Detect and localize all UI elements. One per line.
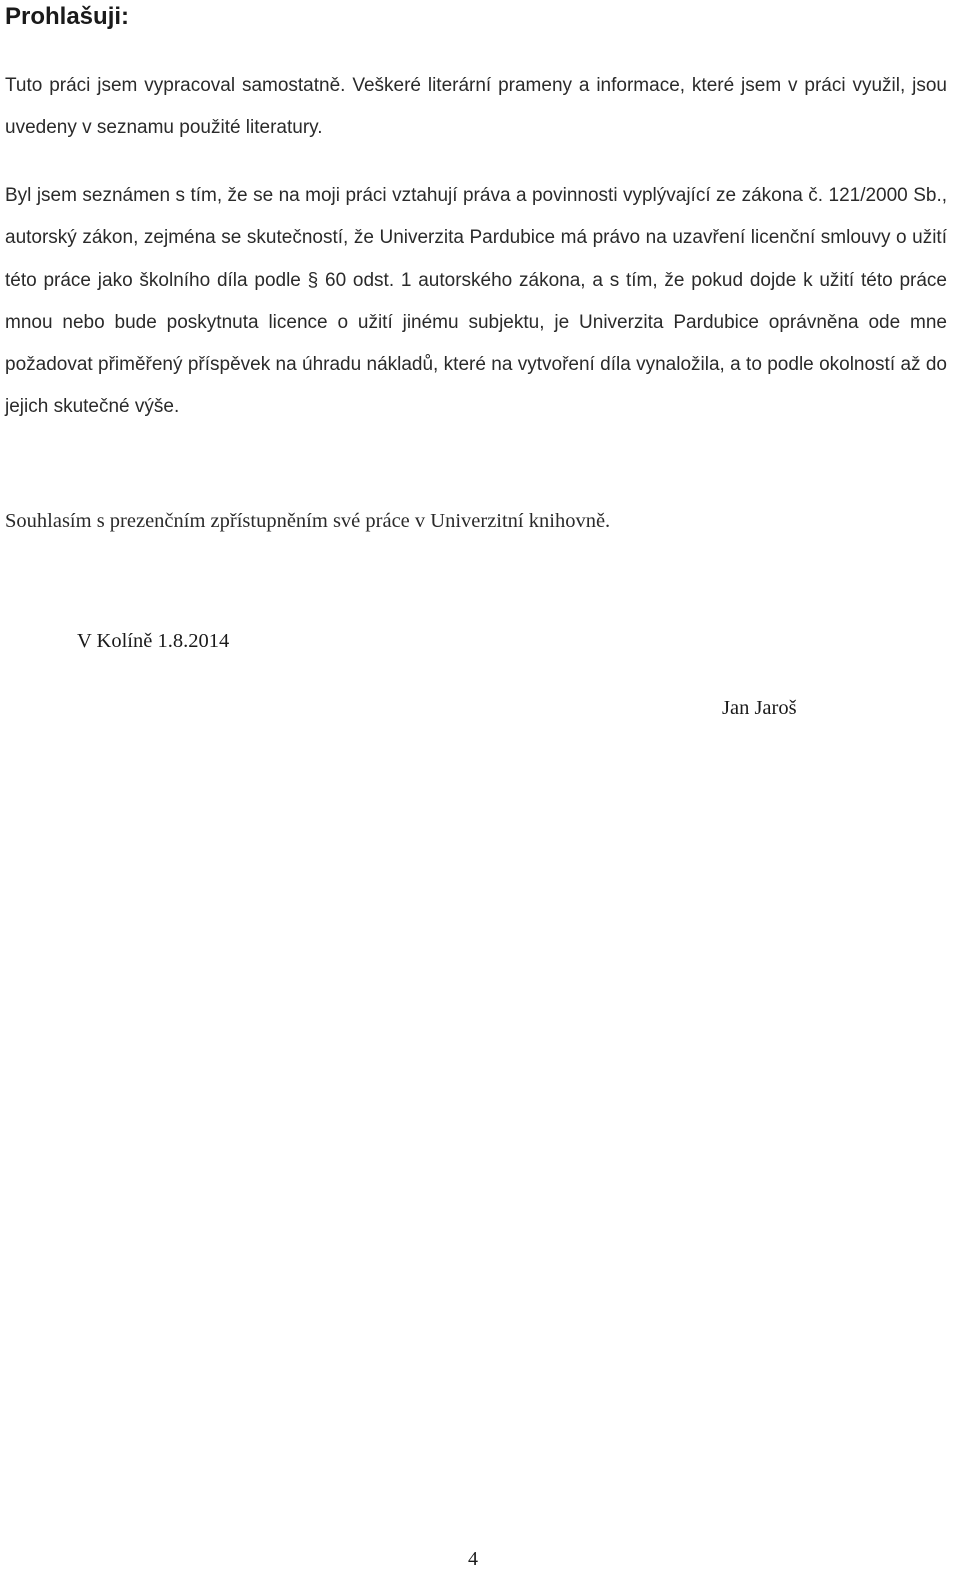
declaration-heading: Prohlašuji: [5,3,130,30]
author-signature-name: Jan Jaroš [722,697,797,719]
place-and-date: V Kolíně 1.8.2014 [77,630,230,652]
declaration-paragraph-copyright: Byl jsem seznámen s tím, že se na moji práci vztahují práva a povinnosti vyplývající ze zákona č. 121/2000 Sb., autorský zákon, zejména se skutečností, že Univerzita Pardubice má právo na uzavření licenční smlouvy o užití této práce jako školního díla podle § 60 odst. 1 autorského zákona, a s tím, že pokud dojde k užití této práce mnou nebo bude poskytnuta licence o užití jinému subjektu, je Univerzita Pardubice oprávněna ode mne požadovat přiměřený příspěvek na úhradu nákladů, které na vytvoření díla vynaložila, a to podle okolností až do jejich skutečné výše. [5,185,947,418]
declaration-paragraph-originality: Tuto práci jsem vypracoval samostatně. Veškeré literární prameny a informace, které jsem v práci využil, jsou uvedeny v seznamu použité literatury. [5,75,947,139]
page-number: 4 [468,1548,478,1570]
declaration-paragraph-library-consent: Souhlasím s prezenčním zpřístupněním své práce v Univerzitní knihovně. [5,510,611,532]
